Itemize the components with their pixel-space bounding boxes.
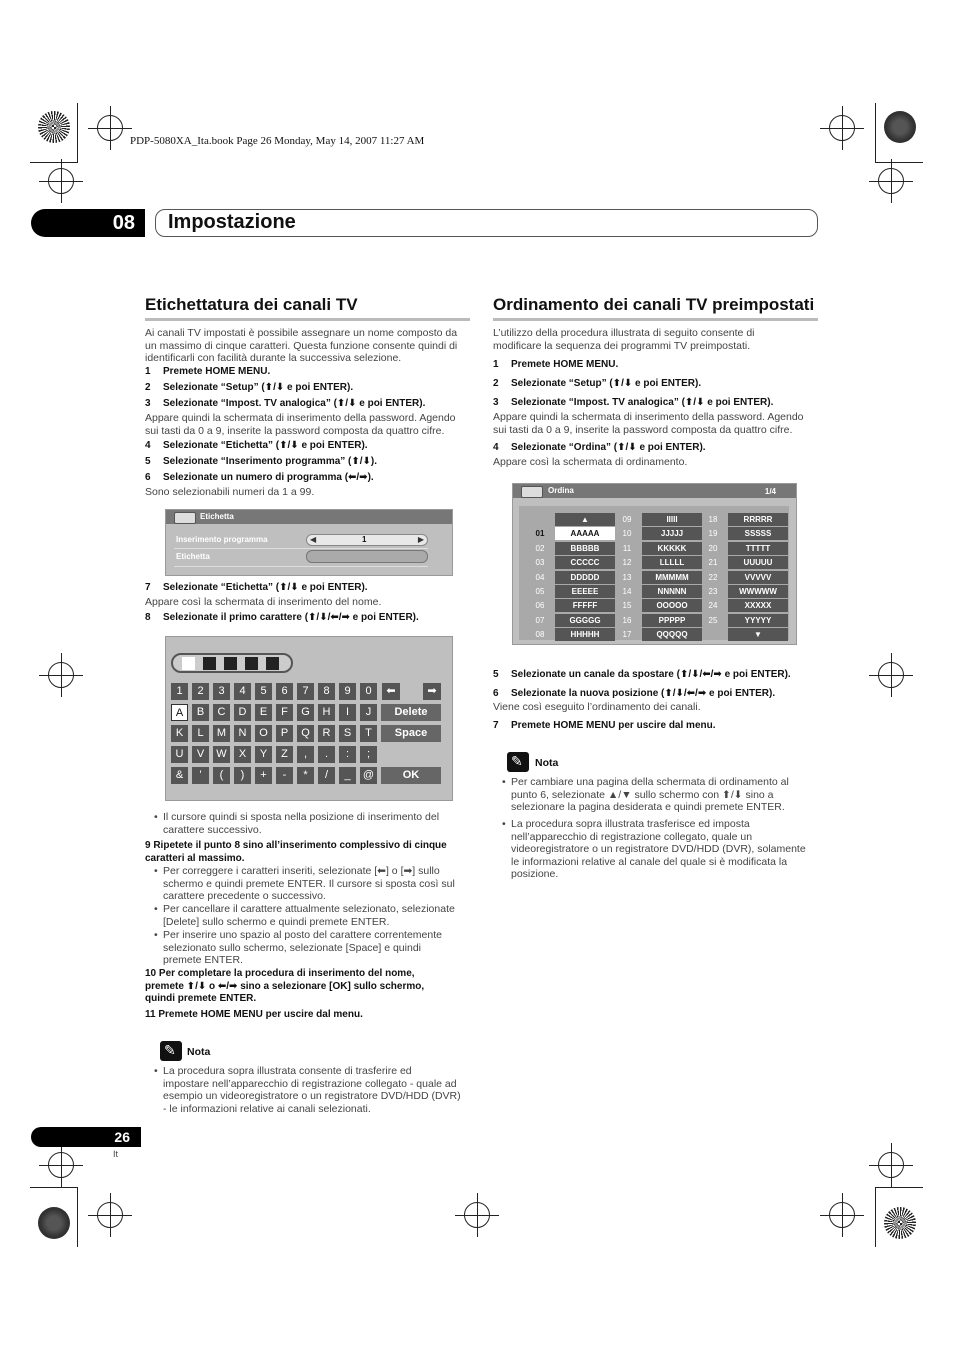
key-F[interactable]: F (276, 704, 293, 721)
key-N[interactable]: N (234, 725, 251, 742)
channel-number: 17 (622, 630, 632, 640)
note-label: Nota (187, 1046, 211, 1058)
channel-name-cell[interactable]: YYYYY (728, 614, 788, 627)
note-label: Nota (535, 757, 559, 769)
registration-mark-icon (829, 115, 855, 141)
ok-button[interactable]: OK (381, 767, 441, 784)
key-L[interactable]: L (192, 725, 209, 742)
channel-name-cell[interactable]: GGGGG (555, 614, 615, 627)
right-arrow-icon[interactable]: ▶ (417, 535, 424, 544)
right-section-title: Ordinamento dei canali TV preimpostati (493, 295, 815, 314)
channel-number: 01 (535, 529, 545, 539)
print-rosette-icon (38, 1207, 70, 1239)
channel-number: 15 (622, 601, 632, 611)
channel-name-cell[interactable]: EEEEE (555, 585, 615, 598)
key-+[interactable]: + (255, 767, 272, 784)
key-5[interactable]: 5 (255, 683, 272, 700)
right-arrow-icon[interactable]: ➡ (423, 683, 441, 700)
left-intro: Ai canali TV impostati è possibile assegnare un nome composto da un massimo di cinque caratteri. Questa funzione consente quindi di identificarli con facilità durante la successiva selezione. (145, 327, 458, 365)
field-label: Inserimento programma (176, 535, 268, 544)
key-:[interactable]: : (339, 746, 356, 763)
registration-mark-icon (464, 1202, 490, 1228)
key-.[interactable]: . (318, 746, 335, 763)
channel-number: 24 (708, 601, 718, 611)
note-pencil-icon (160, 1041, 182, 1061)
key-C[interactable]: C (213, 704, 230, 721)
left-arrow-icon[interactable]: ⬅ (382, 683, 400, 700)
key-7[interactable]: 7 (297, 683, 314, 700)
key-W[interactable]: W (213, 746, 230, 763)
left-section-title: Etichettatura dei canali TV (145, 295, 358, 314)
key-@[interactable]: @ (360, 767, 377, 784)
key-T[interactable]: T (360, 725, 377, 742)
delete-button[interactable]: Delete (381, 704, 441, 721)
key-1[interactable]: 1 (171, 683, 188, 700)
key-0[interactable]: 0 (360, 683, 377, 700)
key-G[interactable]: G (297, 704, 314, 721)
step: 3 Selezionate “Impost. TV analogica” (⬆/⬇ e poi ENTER). (493, 397, 774, 408)
channel-name-cell[interactable]: WWWWW (728, 585, 788, 598)
channel-name-cell[interactable]: NNNNN (642, 585, 702, 598)
channel-name-cell[interactable]: OOOOO (642, 599, 702, 612)
channel-number: 25 (708, 615, 718, 625)
key-A[interactable]: A (171, 704, 188, 721)
key-U[interactable]: U (171, 746, 188, 763)
key-9[interactable]: 9 (339, 683, 356, 700)
key-;[interactable]: ; (360, 746, 377, 763)
registration-mark-icon (97, 1202, 123, 1228)
step: 2 Selezionate “Setup” (⬆/⬇ e poi ENTER). (145, 382, 354, 393)
crop-line (875, 1187, 876, 1247)
channel-name-cell[interactable]: ▲ (555, 513, 615, 526)
char-slot (182, 657, 195, 670)
key-S[interactable]: S (339, 725, 356, 742)
key-2[interactable]: 2 (192, 683, 209, 700)
channel-number: 13 (622, 572, 632, 582)
crop-line (77, 1187, 78, 1247)
key-,[interactable]: , (297, 746, 314, 763)
key--[interactable]: - (276, 767, 293, 784)
channel-name-cell[interactable]: IIIII (642, 513, 702, 526)
channel-name-cell[interactable]: UUUUU (728, 556, 788, 569)
page-number: 26 (31, 1127, 141, 1147)
crop-line (875, 103, 876, 163)
step: 5 Selezionate “Inserimento programma” (⬆/⬇). (145, 456, 378, 467)
label-field[interactable] (306, 550, 428, 563)
note-pencil-icon (507, 752, 529, 772)
screen-header: Etichetta (166, 510, 452, 524)
key-([interactable]: ( (213, 767, 230, 784)
step-note: Appare così la schermata di inserimento del nome. (145, 596, 382, 608)
char-slot (224, 657, 237, 670)
step-note: Sono selezionabili numeri da 1 a 99. (145, 486, 315, 498)
registration-mark-icon (829, 1202, 855, 1228)
key-P[interactable]: P (276, 725, 293, 742)
field-label: Etichetta (176, 552, 210, 561)
page-indicator: 1/4 (764, 487, 776, 496)
section-rule (493, 318, 818, 321)
step: 5 Selezionate un canale da spostare (⬆/⬇/⬅/➡ e poi ENTER). (493, 669, 791, 680)
channel-number: 06 (535, 601, 545, 611)
character-input-screen (165, 636, 453, 801)
print-rosette-icon (884, 1207, 916, 1239)
channel-number: 12 (622, 558, 632, 568)
etichetta-screen (165, 509, 453, 576)
key-'[interactable]: ' (192, 767, 209, 784)
name-slots (171, 653, 293, 673)
key-H[interactable]: H (318, 704, 335, 721)
right-intro: L’utilizzo della procedura illustrata di seguito consente di modificare la sequenza dei programmi TV preimpostati. (493, 327, 755, 352)
step: 10 Per completare la procedura di inserimento del nome, premete ⬆/⬇ o ⬅/➡ sino a selezionare [OK] sullo schermo, quindi premete ENTER. (145, 968, 425, 1005)
channel-number: 22 (708, 572, 718, 582)
language-code: It (113, 1149, 119, 1159)
channel-number: 16 (622, 615, 632, 625)
step: 2 Selezionate “Setup” (⬆/⬇ e poi ENTER). (493, 378, 702, 389)
registration-mark-icon (48, 662, 74, 688)
key-&[interactable]: & (171, 767, 188, 784)
bullet: • Per correggere i caratteri inseriti, selezionate [⬅] o [➡] sullo schermo e quindi premete ENTER. Il cursore si sposta così sul carattere precedente o successivo. (163, 865, 455, 903)
step-note: Appare quindi la schermata di inserimento della password. Agendo sui tasti da 0 a 9, inserite la password composta da quattro cifre. (493, 411, 804, 436)
bullet: • Per inserire uno spazio al posto del carattere correntemente selezionato sullo schermo, selezionate [Space] e quindi premete ENTER. (163, 929, 442, 967)
step-note: Appare così la schermata di ordinamento. (493, 456, 688, 468)
key-Q[interactable]: Q (297, 725, 314, 742)
bullet: • La procedura sopra illustrata consente di trasferire ed impostare nell’apparecchio di registrazione collegato - quale ad esempio un videoregistratore o un registratore DVD/HDD (DVR) - le informazioni relative ai canali selezionati. (163, 1065, 461, 1115)
registration-mark-icon (878, 662, 904, 688)
channel-name-cell[interactable]: TTTTT (728, 542, 788, 555)
key-E[interactable]: E (255, 704, 272, 721)
key-M[interactable]: M (213, 725, 230, 742)
channel-name-cell[interactable]: XXXXX (728, 599, 788, 612)
crop-line (875, 1187, 923, 1188)
crop-line (30, 1187, 78, 1188)
print-rosette-icon (884, 111, 916, 143)
step: 9 Ripetete il punto 8 sino all’inserimento complessivo di cinque caratteri al massimo. (145, 840, 447, 864)
key-V[interactable]: V (192, 746, 209, 763)
channel-name-cell[interactable]: MMMMM (642, 571, 702, 584)
key-6[interactable]: 6 (276, 683, 293, 700)
key-I[interactable]: I (339, 704, 356, 721)
channel-number: 02 (535, 543, 545, 553)
chapter-number: 08 (31, 209, 145, 237)
registration-mark-icon (48, 168, 74, 194)
channel-name-cell[interactable]: SSSSS (728, 527, 788, 540)
key-Y[interactable]: Y (255, 746, 272, 763)
char-slot (266, 657, 279, 670)
bullet: • Il cursore quindi si sposta nella posizione di inserimento del carattere successivo. (163, 811, 439, 836)
key-)[interactable]: ) (234, 767, 251, 784)
file-header: PDP-5080XA_Ita.book Page 26 Monday, May 14, 2007 11:27 AM (130, 135, 425, 147)
key-Z[interactable]: Z (276, 746, 293, 763)
char-slot (203, 657, 216, 670)
section-rule (145, 318, 470, 321)
channel-name-cell[interactable]: QQQQQ (642, 628, 702, 641)
channel-name-cell[interactable]: VVVVV (728, 571, 788, 584)
key-D[interactable]: D (234, 704, 251, 721)
channel-number: 10 (622, 529, 632, 539)
key-_[interactable]: _ (339, 767, 356, 784)
channel-name-cell[interactable]: KKKKK (642, 542, 702, 555)
channel-name-cell[interactable]: RRRRR (728, 513, 788, 526)
step: 3 Selezionate “Impost. TV analogica” (⬆/⬇ e poi ENTER). (145, 398, 426, 409)
crop-line (875, 162, 923, 163)
channel-name-cell[interactable]: LLLLL (642, 556, 702, 569)
channel-number: 20 (708, 543, 718, 553)
key-K[interactable]: K (171, 725, 188, 742)
channel-number: 18 (708, 515, 718, 524)
channel-number: 05 (535, 587, 545, 596)
step: 6 Selezionate la nuova posizione (⬆/⬇/⬅/➡ e poi ENTER). (493, 688, 776, 699)
channel-number: 07 (535, 615, 545, 625)
key-J[interactable]: J (360, 704, 377, 721)
channel-name-cell[interactable]: PPPPP (642, 614, 702, 627)
channel-number: 11 (622, 543, 632, 553)
program-selector[interactable] (306, 534, 428, 546)
step-note: Viene così eseguito l’ordinamento dei canali. (493, 701, 701, 713)
screen-header: Ordina (513, 484, 796, 498)
key-/[interactable]: / (318, 767, 335, 784)
menu-folder-icon (174, 512, 196, 524)
channel-number: 19 (708, 529, 718, 539)
crop-line (77, 103, 78, 163)
registration-mark-icon (97, 115, 123, 141)
step: 4 Selezionate “Etichetta” (⬆/⬇ e poi ENTER). (145, 440, 368, 451)
registration-mark-icon (878, 168, 904, 194)
channel-name-cell[interactable]: JJJJJ (642, 527, 702, 540)
ordina-screen (512, 483, 797, 645)
channel-name-cell[interactable]: FFFFF (555, 599, 615, 612)
channel-name-cell[interactable]: HHHHH (555, 628, 615, 641)
key-3[interactable]: 3 (213, 683, 230, 700)
key-O[interactable]: O (255, 725, 272, 742)
channel-number: 08 (535, 630, 545, 640)
key-B[interactable]: B (192, 704, 209, 721)
menu-folder-icon (521, 486, 543, 498)
registration-mark-icon (878, 1152, 904, 1178)
key-8[interactable]: 8 (318, 683, 335, 700)
program-value: 1 (362, 535, 367, 544)
key-X[interactable]: X (234, 746, 251, 763)
print-rosette-icon (38, 111, 70, 143)
bullet: • Per cambiare una pagina della schermata di ordinamento al punto 6, selezionate ▲/▼ sullo schermo con ⬆/⬇ sino a selezionare la pagina desiderata e quindi premete ENTER. (511, 776, 789, 814)
channel-number: 03 (535, 558, 545, 568)
crop-line (30, 162, 78, 163)
space-button[interactable]: Space (381, 725, 441, 742)
channel-name-cell[interactable]: BBBBB (555, 542, 615, 555)
registration-mark-icon (48, 1152, 74, 1178)
step: 6 Selezionate un numero di programma (⬅/➡). (145, 472, 374, 483)
step: 1 Premete HOME MENU. (145, 366, 271, 377)
step: 8 Selezionate il primo carattere (⬆/⬇/⬅/➡ e poi ENTER). (145, 612, 419, 623)
channel-name-cell[interactable]: ▼ (728, 628, 788, 641)
step-note: Appare quindi la schermata di inserimento della password. Agendo sui tasti da 0 a 9, inserite la password composta da quattro cifre. (145, 412, 456, 437)
channel-number: 14 (622, 587, 632, 596)
key-R[interactable]: R (318, 725, 335, 742)
step: 1 Premete HOME MENU. (493, 359, 619, 370)
step: 4 Selezionate “Ordina” (⬆/⬇ e poi ENTER). (493, 442, 706, 453)
chapter-title: Impostazione (155, 209, 818, 237)
key-4[interactable]: 4 (234, 683, 251, 700)
channel-name-cell[interactable]: AAAAA (555, 527, 615, 540)
channel-number: 21 (708, 558, 718, 568)
channel-number: 09 (622, 515, 632, 524)
bullet: • Per cancellare il carattere attualmente selezionato, selezionate [Delete] sullo schermo e quindi premete ENTER. (163, 903, 455, 928)
channel-number: 04 (535, 572, 545, 582)
left-arrow-icon[interactable]: ◀ (310, 535, 317, 544)
step: 7 Selezionate “Etichetta” (⬆/⬇ e poi ENTER). (145, 582, 368, 593)
channel-number: 23 (708, 587, 718, 596)
char-slot (245, 657, 258, 670)
key-*[interactable]: * (297, 767, 314, 784)
step: 11 Premete HOME MENU per uscire dal menu. (145, 1009, 363, 1020)
channel-name-cell[interactable]: DDDDD (555, 571, 615, 584)
step: 7 Premete HOME MENU per uscire dal menu. (493, 720, 716, 731)
channel-name-cell[interactable]: CCCCC (555, 556, 615, 569)
bullet: • La procedura sopra illustrata trasferisce ed imposta nell’apparecchio di registrazione collegato, quale un videoregistratore o un registratore DVD/HDD (DVR), solamente le informazioni relative al canale del quale si è modificata la posizione. (511, 818, 806, 881)
